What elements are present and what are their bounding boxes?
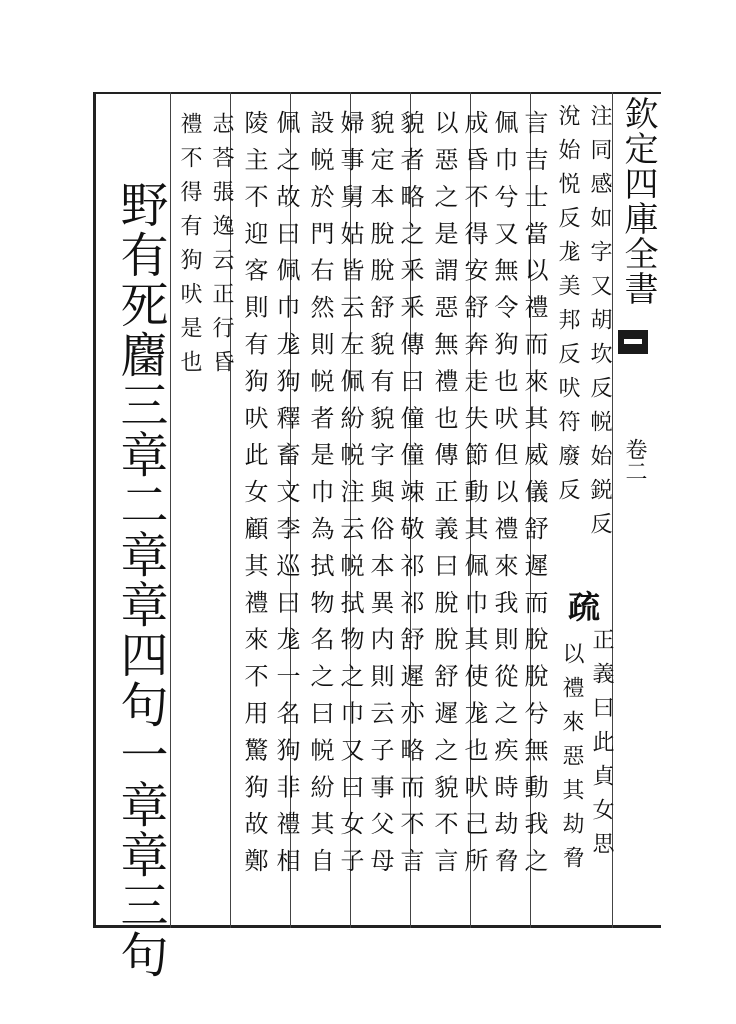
shu-column-1: 正義曰此貞女思: [589, 628, 614, 866]
text-column-12: 陵主不迎客則有狗吠此女顧其禮來不用驚狗故鄭: [240, 110, 268, 885]
text-column-6: 以惡之是謂惡無禮也傳正義曰脫脫舒遲之貌不言: [430, 110, 458, 885]
text-column-9: 婦事舅姑皆云左佩紛帨注云帨拭物之巾又曰女子: [336, 110, 364, 885]
text-column-11: 佩之故曰佩巾尨狗釋畜文李巡曰尨一名狗非禮相: [272, 110, 300, 885]
text-column-13: 志荅張逸云正行昏: [209, 112, 234, 384]
collection-title: 欽定四庫全書: [618, 96, 658, 306]
text-column-5: 成昏不得安舒奔走失節動其佩巾其使尨也吠己所: [460, 110, 488, 885]
column-rule: [170, 92, 171, 928]
text-column-1: 注同感如字又胡坎反帨始鋭反: [587, 104, 612, 546]
text-column-7: 貌者略之釆釆傳曰僮僮竦敬祁祁舒遲亦略而不言: [396, 110, 424, 885]
text-column-2: 涗始悦反尨美邦反吠符廢反: [555, 104, 580, 512]
text-column-14: 禮不得有狗吠是也: [177, 112, 202, 384]
juan-label: 卷二: [622, 438, 647, 482]
shu-column-2: 以禮來惡其劫脅: [559, 642, 584, 880]
text-column-8: 貌定本脫脫舒貌有貌字與俗本異内則云子事父母: [366, 110, 394, 885]
text-column-10: 設帨於門右然則帨者是巾為拭物名之曰帨紛其自: [306, 110, 334, 885]
text-column-4: 佩巾兮又無令狗也吠但以禮來我則從之疾時劫脅: [490, 110, 518, 885]
fish-tail-mark-icon: [618, 330, 648, 354]
shu-marker: 疏: [568, 588, 601, 626]
text-column-3: 言吉士當以禮而來其威儀舒遲而脫脫兮無動我之: [520, 110, 548, 885]
chapter-heading: 野有死麕三章二章章四句一章章三句: [112, 180, 168, 980]
